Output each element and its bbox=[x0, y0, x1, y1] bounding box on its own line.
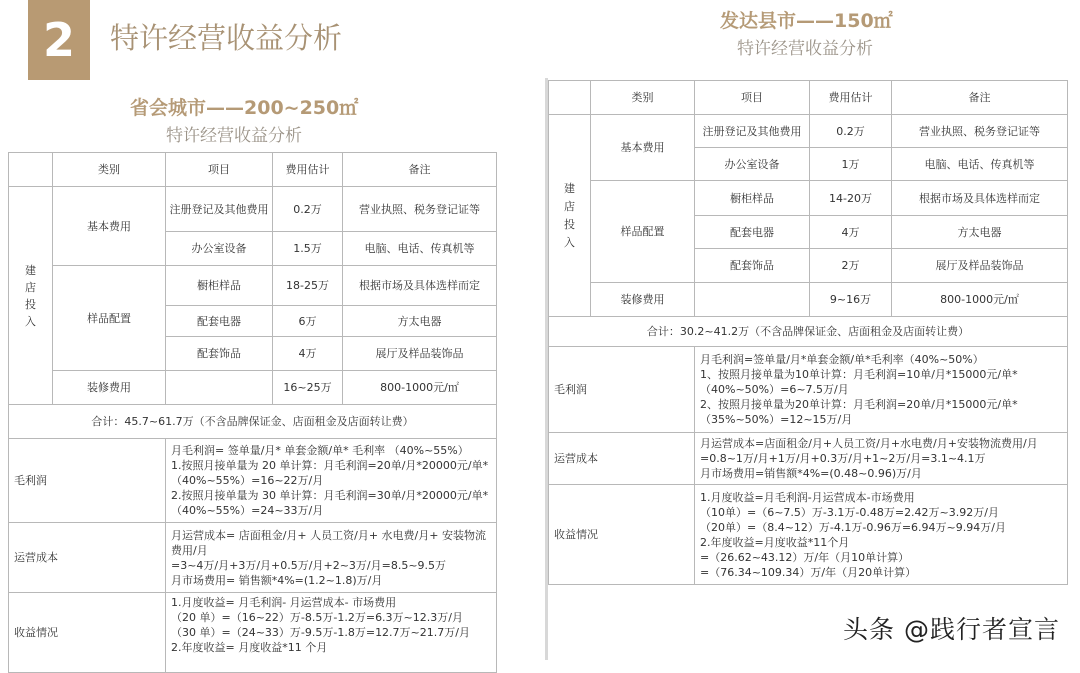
decoration-label: 装修费用 bbox=[53, 371, 166, 405]
table-row bbox=[9, 523, 497, 593]
note-cell: 方太电器 bbox=[343, 306, 497, 337]
item-cell: 配套饰品 bbox=[695, 249, 810, 283]
cost-cell: 1万 bbox=[810, 148, 892, 181]
header-cell-item: 项目 bbox=[166, 153, 273, 187]
table-header-row bbox=[549, 81, 1068, 115]
cost-cell: 2万 bbox=[810, 249, 892, 283]
right-caption: 特许经营收益分析 bbox=[737, 39, 873, 59]
table-row bbox=[9, 371, 497, 405]
total-row bbox=[9, 405, 497, 439]
decoration-label: 装修费用 bbox=[591, 283, 695, 317]
table-row bbox=[549, 181, 1068, 216]
decoration-note: 800-1000元/㎡ bbox=[343, 371, 497, 405]
cost-cell: 4万 bbox=[810, 216, 892, 249]
decoration-item bbox=[166, 371, 273, 405]
table-row bbox=[549, 433, 1068, 485]
cost-text: 月运营成本= 店面租金/月+ 人员工资/月+ 水电费/月+ 安装物流费用/月 =3~4万/月+3万/月+0.5万/月+2~3万/月=8.5~9.5万 月市场费用= 销售额*4%=(1.2~1.8)万/月 bbox=[166, 523, 497, 593]
right-subtitle: 发达县市——150㎡ bbox=[720, 10, 893, 32]
note-cell: 电脑、电话、传真机等 bbox=[892, 148, 1068, 181]
cost-cell: 14-20万 bbox=[810, 181, 892, 216]
item-cell: 配套饰品 bbox=[166, 337, 273, 371]
left-subtitle: 省会城市——200~250㎡ bbox=[130, 97, 359, 119]
table-row bbox=[9, 439, 497, 523]
table-row bbox=[549, 347, 1068, 433]
right-table-panel bbox=[548, 80, 1068, 585]
sample-label: 样品配置 bbox=[53, 266, 166, 371]
table-row bbox=[9, 266, 497, 306]
cost-cell: 6万 bbox=[273, 306, 343, 337]
note-cell: 电脑、电话、传真机等 bbox=[343, 232, 497, 266]
header-cell-note: 备注 bbox=[343, 153, 497, 187]
section-number: 2 bbox=[42, 13, 75, 67]
item-cell: 橱柜样品 bbox=[166, 266, 273, 306]
profit-label: 毛利润 bbox=[549, 347, 695, 433]
total-row bbox=[549, 317, 1068, 347]
page-title: 特许经营收益分析 bbox=[110, 21, 343, 55]
cost-cell: 18-25万 bbox=[273, 266, 343, 306]
section-number-badge bbox=[28, 0, 90, 80]
table-row bbox=[9, 187, 497, 232]
cost-label: 运营成本 bbox=[549, 433, 695, 485]
note-cell: 方太电器 bbox=[892, 216, 1068, 249]
cost-label: 运营成本 bbox=[9, 523, 166, 593]
income-label: 收益情况 bbox=[9, 593, 166, 673]
note-cell: 根据市场及具体选样而定 bbox=[343, 266, 497, 306]
header-cell-cost: 费用估计 bbox=[810, 81, 892, 115]
item-cell: 注册登记及其他费用 bbox=[695, 115, 810, 148]
table-row bbox=[9, 593, 497, 673]
left-caption: 特许经营收益分析 bbox=[166, 126, 302, 146]
income-text: 1.月度收益= 月毛利润- 月运营成本- 市场费用 （20 单）=（16~22）万-8.5万-1.2万=6.3万~12.3万/月 （30 单）=（24~33）万-9.5万-1.8万=12.7万~21.7万/月 2.年度收益= 月度收益*11 个月 bbox=[166, 593, 497, 673]
note-cell: 根据市场及具体选样而定 bbox=[892, 181, 1068, 216]
sample-label: 样品配置 bbox=[591, 181, 695, 283]
table-row bbox=[549, 115, 1068, 148]
item-cell: 橱柜样品 bbox=[695, 181, 810, 216]
income-text: 1.月度收益=月毛利润-月运营成本-市场费用 （10单）=（6~7.5）万-3.1万-0.48万=2.42万~3.92万/月 （20单）=（8.4~12）万-4.1万-0.96万=6.94万~9.94万/月 2.年度收益=月度收益*11个月 =（26.62~43.12）万/年（月10单计算） =（76.34~109.34）万/年（月20单计算） bbox=[695, 485, 1068, 585]
group-label-cell bbox=[549, 115, 591, 317]
header-cell-blank bbox=[9, 153, 53, 187]
header-cell-cost: 费用估计 bbox=[273, 153, 343, 187]
decoration-item bbox=[695, 283, 810, 317]
cost-cell: 1.5万 bbox=[273, 232, 343, 266]
header-cell-category: 类别 bbox=[53, 153, 166, 187]
decoration-cost: 16~25万 bbox=[273, 371, 343, 405]
total-cell: 合计：30.2~41.2万（不含品牌保证金、店面租金及店面转让费） bbox=[549, 317, 1068, 347]
decoration-note: 800-1000元/㎡ bbox=[892, 283, 1068, 317]
item-cell: 办公室设备 bbox=[166, 232, 273, 266]
decoration-cost: 9~16万 bbox=[810, 283, 892, 317]
item-cell: 配套电器 bbox=[166, 306, 273, 337]
note-cell: 营业执照、税务登记证等 bbox=[343, 187, 497, 232]
left-cost-table bbox=[8, 152, 497, 673]
total-cell: 合计：45.7~61.7万（不含品牌保证金、店面租金及店面转让费） bbox=[9, 405, 497, 439]
note-cell: 展厅及样品装饰品 bbox=[892, 249, 1068, 283]
income-label: 收益情况 bbox=[549, 485, 695, 585]
note-cell: 营业执照、税务登记证等 bbox=[892, 115, 1068, 148]
note-cell: 展厅及样品装饰品 bbox=[343, 337, 497, 371]
group-label: 建店投入 bbox=[25, 263, 36, 328]
profit-label: 毛利润 bbox=[9, 439, 166, 523]
header-cell-category: 类别 bbox=[591, 81, 695, 115]
table-row bbox=[549, 283, 1068, 317]
profit-text: 月毛利润=签单量/月*单套金额/单*毛利率（40%~50%） 1、按照月接单量为10单计算：月毛利润=10单/月*15000元/单*（40%~50%）=6~7.5万/月 2、按照月接单量为20单计算：月毛利润=20单/月*15000元/单*（35%~50%）=12~15万/月 bbox=[695, 347, 1068, 433]
cost-cell: 4万 bbox=[273, 337, 343, 371]
right-cost-table bbox=[548, 80, 1068, 585]
cost-text: 月运营成本=店面租金/月+人员工资/月+水电费/月+安装物流费用/月 =0.8~1万/月+1万/月+0.3万/月+1~2万/月=3.1~4.1万 月市场费用=销售额*4%=(0.48~0.96)万/月 bbox=[695, 433, 1068, 485]
header-cell-item: 项目 bbox=[695, 81, 810, 115]
left-table-panel bbox=[8, 152, 497, 673]
item-cell: 办公室设备 bbox=[695, 148, 810, 181]
table-row bbox=[549, 485, 1068, 585]
basic-label: 基本费用 bbox=[591, 115, 695, 181]
header-cell-blank bbox=[549, 81, 591, 115]
group-label-cell bbox=[9, 187, 53, 405]
cost-cell: 0.2万 bbox=[810, 115, 892, 148]
table-header-row bbox=[9, 153, 497, 187]
header-cell-note: 备注 bbox=[892, 81, 1068, 115]
item-cell: 配套电器 bbox=[695, 216, 810, 249]
watermark: 头条 @践行者宣言 bbox=[843, 615, 1060, 644]
group-label: 建店投入 bbox=[564, 181, 575, 249]
profit-text: 月毛利润= 签单量/月* 单套金额/单* 毛利率 （40%~55%） 1.按照月接单量为 20 单计算：月毛利润=20单/月*20000元/单*（40%~55%）=16~22万/月 2.按照月接单量为 30 单计算：月毛利润=30单/月*20000元/单*（40%~55%）=24~33万/月 bbox=[166, 439, 497, 523]
cost-cell: 0.2万 bbox=[273, 187, 343, 232]
basic-label: 基本费用 bbox=[53, 187, 166, 266]
item-cell: 注册登记及其他费用 bbox=[166, 187, 273, 232]
